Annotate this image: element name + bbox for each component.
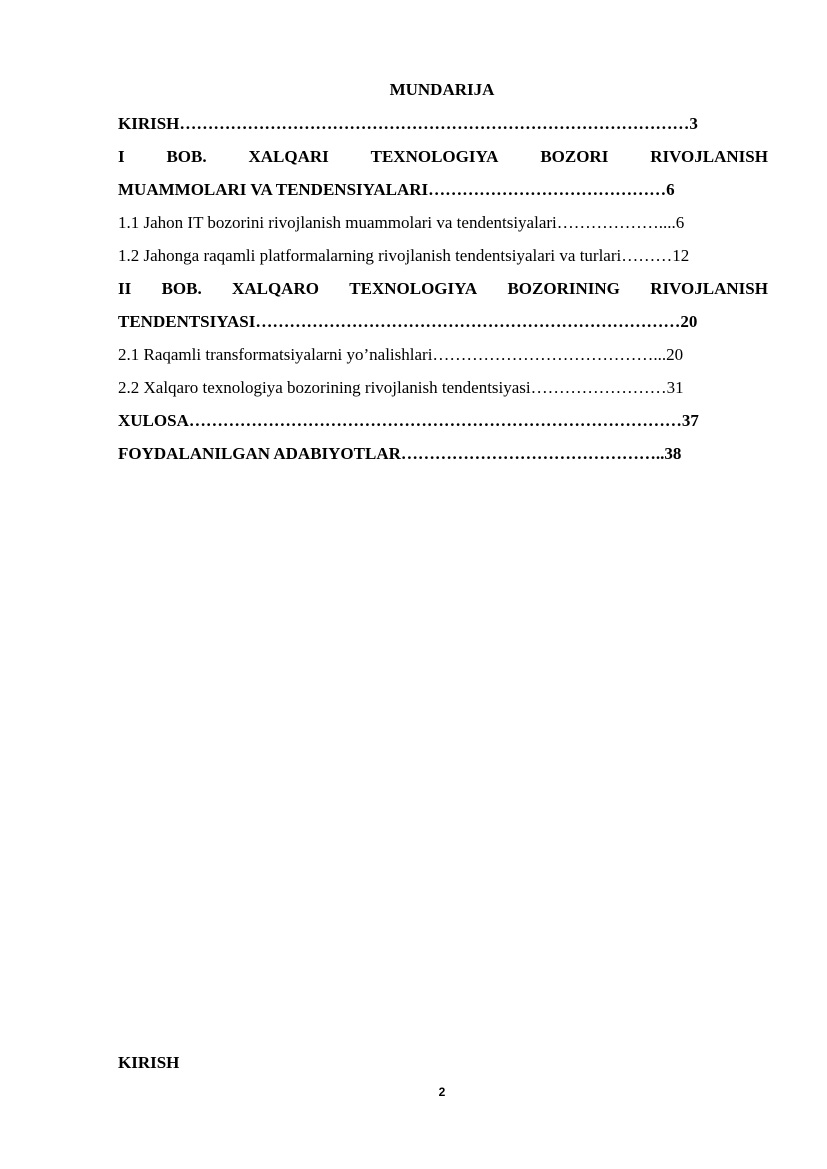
- toc-entry-chapter-1-line-2: MUAMMOLARI VA TENDENSIYALARI……………………………………6: [118, 180, 675, 199]
- heading-word: RIVOJLANISH: [650, 147, 768, 166]
- toc-entry-section-1-1: 1.1 Jahon IT bozorini rivojlanish muammolari va tendentsiyalari………………....6: [118, 213, 685, 232]
- heading-word: BOB.: [166, 147, 207, 166]
- table-of-contents: [118, 113, 768, 476]
- toc-entry-chapter-2-line-2: TENDENTSIYASI…………………………………………………………………20: [118, 312, 698, 331]
- toc-entry-kirish: KIRISH………………………………………………………………………………3: [118, 114, 698, 133]
- heading-word: TEXNOLOGIYA: [349, 279, 478, 298]
- heading-word: BOZORINING: [507, 279, 620, 298]
- next-section-heading: KIRISH: [118, 1053, 180, 1072]
- toc-entry-adabiyotlar: FOYDALANILGAN ADABIYOTLAR………………………………………..38: [118, 444, 682, 463]
- heading-word: I: [118, 147, 125, 166]
- heading-word: RIVOJLANISH: [650, 279, 768, 298]
- toc-title: MUNDARIJA: [389, 80, 495, 99]
- page-number: 2: [438, 1085, 446, 1099]
- toc-entry-chapter-2-line-1: [118, 278, 768, 311]
- heading-word: XALQARI: [248, 147, 329, 166]
- heading-word: XALQARO: [232, 279, 319, 298]
- toc-entry-section-2-1: 2.1 Raqamli transformatsiyalarni yo’nalishlari…………………………………...20: [118, 345, 684, 364]
- heading-word: TEXNOLOGIYA: [370, 147, 499, 166]
- heading-word: II: [118, 279, 132, 298]
- heading-word: BOB.: [161, 279, 202, 298]
- toc-entry-xulosa: XULOSA……………………………………………………………………………37: [118, 411, 699, 430]
- toc-entry-section-1-2: 1.2 Jahonga raqamli platformalarning rivojlanish tendentsiyalari va turlari………12: [118, 246, 690, 265]
- toc-entry-section-2-2: 2.2 Xalqaro texnologiya bozorining rivojlanish tendentsiyasi……………………31: [118, 378, 684, 397]
- toc-entry-chapter-1-line-1: [118, 146, 768, 179]
- heading-word: BOZORI: [540, 147, 609, 166]
